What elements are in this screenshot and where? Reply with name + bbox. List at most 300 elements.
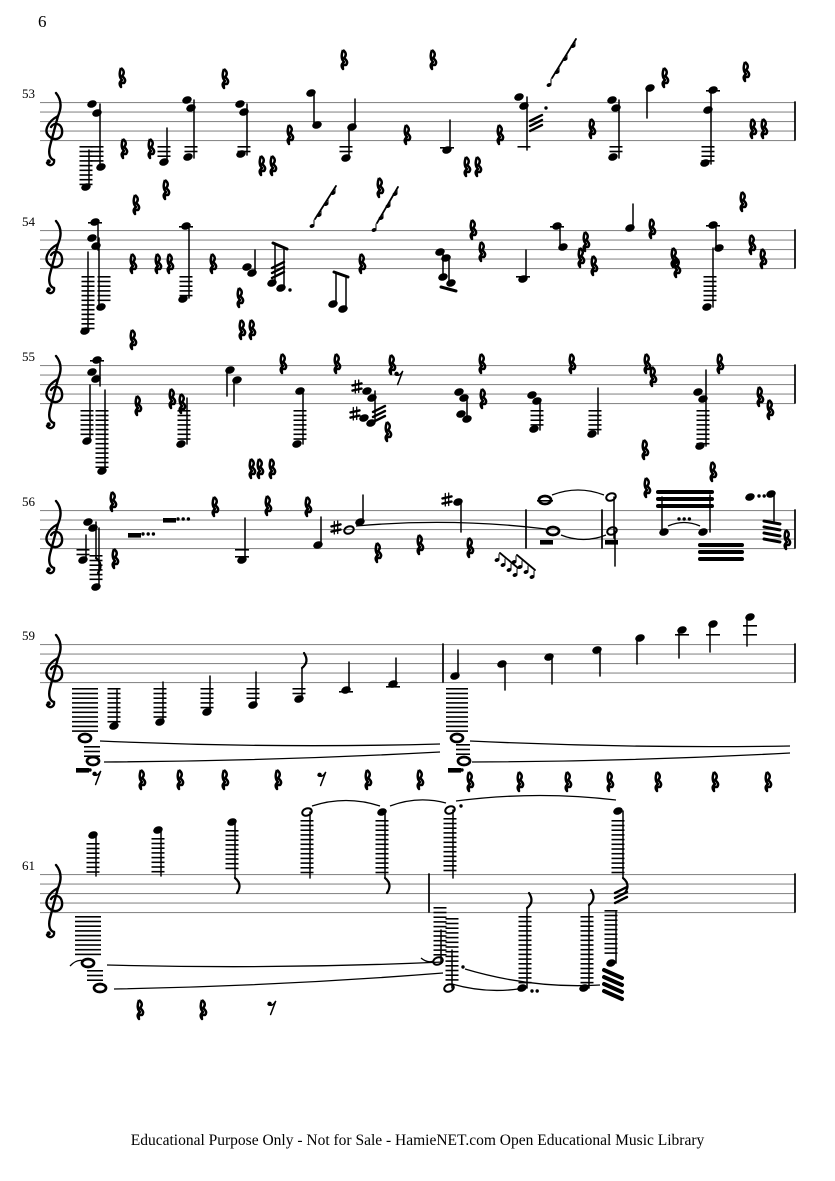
quarter-rest: [138, 1000, 143, 1019]
note-head: [644, 83, 656, 93]
quarter-rest: [250, 459, 255, 478]
note-head: [605, 958, 617, 968]
quarter-rest: [131, 254, 136, 273]
quarter-rest: [156, 254, 161, 273]
quarter-rest: [113, 549, 118, 568]
quarter-rest: [471, 220, 476, 239]
quarter-rest: [386, 422, 391, 441]
note-head: [91, 108, 103, 118]
note-head: [441, 145, 453, 155]
measure-number: 61: [22, 858, 35, 873]
ledger-lines: [75, 916, 101, 955]
staff-line: [40, 230, 795, 231]
ledger-line: [706, 225, 720, 227]
note-head: [158, 157, 170, 167]
tie: [421, 958, 434, 962]
note-head: [201, 707, 213, 717]
augmentation-dots: [141, 532, 155, 535]
note-head: [231, 375, 243, 385]
quarter-rest: [751, 119, 756, 138]
quarter-rest: [570, 354, 575, 373]
tie: [100, 741, 440, 746]
ledger-lines: [610, 146, 623, 152]
tie: [456, 795, 616, 801]
treble-clef-icon: [46, 93, 62, 165]
quarter-rest: [785, 530, 790, 549]
system-61: [40, 795, 795, 1019]
augmentation-dots: [677, 517, 691, 520]
note-head: [79, 326, 91, 336]
augmentation-dots: [460, 768, 463, 771]
beam: [658, 492, 712, 506]
ledger-line: [537, 500, 553, 502]
ledger-line: [179, 226, 193, 228]
augmentation-dots: [530, 989, 539, 992]
augmentation-dots: [88, 768, 91, 771]
staff-line: [40, 874, 795, 875]
note-head: [445, 278, 457, 288]
quarter-rest: [651, 367, 656, 386]
ledger-lines: [444, 818, 457, 871]
sharp-accidental: [332, 521, 341, 534]
note-head: [517, 274, 529, 284]
ledger-lines: [376, 820, 389, 873]
system-55: [40, 354, 795, 481]
note-head: [337, 304, 349, 314]
quarter-rest: [164, 180, 169, 199]
note-flag: [527, 893, 531, 908]
ledger-line: [550, 226, 564, 228]
ledger-lines: [96, 410, 109, 468]
tremolo-slashes: [272, 262, 284, 278]
staff-line: [40, 903, 795, 904]
half-rest: [540, 540, 553, 545]
quarter-rest: [418, 770, 423, 789]
note-head: [578, 983, 590, 993]
staff-line: [40, 663, 795, 664]
whole-note: [458, 757, 470, 765]
staff-line: [40, 673, 795, 674]
quarter-rest: [342, 50, 347, 69]
note-head: [266, 278, 278, 288]
half-rest: [448, 768, 461, 773]
measure-number: 56: [22, 494, 35, 509]
tie: [107, 962, 443, 967]
staff-line: [40, 644, 795, 645]
quarter-rest: [134, 195, 139, 214]
note-head: [707, 619, 719, 629]
tie: [452, 984, 518, 990]
ledger-lines: [180, 276, 193, 296]
note-head: [247, 700, 259, 710]
half-note-head: [301, 807, 313, 817]
quarter-rest: [376, 543, 381, 562]
quarter-rest: [468, 538, 473, 557]
note-head: [327, 299, 339, 309]
ledger-lines: [91, 146, 104, 162]
note-head: [449, 671, 461, 681]
quarter-rest: [590, 119, 595, 138]
staff-line: [40, 384, 795, 385]
tie: [472, 753, 790, 762]
augmentation-dots: [757, 494, 766, 497]
quarter-rest: [390, 355, 395, 374]
staff-line: [40, 121, 795, 122]
note-head: [624, 223, 636, 233]
note-head: [86, 99, 98, 109]
quarter-rest: [223, 69, 228, 88]
system-59: [40, 612, 795, 791]
quarter-rest: [566, 772, 571, 791]
tie: [465, 969, 600, 986]
tremolo-slashes: [615, 887, 627, 903]
staff-line: [40, 240, 795, 241]
ledger-lines: [87, 843, 100, 873]
quarter-rest: [405, 125, 410, 144]
ledger-line: [235, 556, 249, 558]
note-head: [744, 612, 756, 622]
note-head: [612, 806, 624, 816]
quarter-rest: [741, 192, 746, 211]
ledger-lines: [702, 146, 715, 162]
ledger-line: [235, 549, 249, 551]
system-56: [40, 478, 795, 592]
quarter-rest: [140, 770, 145, 789]
system-54: [40, 186, 795, 349]
note-flag: [235, 878, 239, 893]
half-rest: [128, 533, 141, 538]
quarter-rest: [260, 156, 265, 175]
sharp-accidental: [351, 407, 360, 420]
ledger-line: [386, 686, 400, 688]
ledger-line: [706, 90, 720, 92]
quarter-rest: [211, 254, 216, 273]
note-head: [234, 99, 246, 109]
quarter-rest: [168, 254, 173, 273]
note-head: [80, 182, 92, 192]
note-head: [87, 830, 99, 840]
ledger-line: [90, 360, 104, 362]
note-head: [676, 625, 688, 635]
quarter-rest: [258, 459, 263, 478]
note-head: [95, 162, 107, 172]
mini-beam: [441, 287, 456, 291]
note-head: [607, 152, 619, 162]
whole-note: [451, 734, 463, 742]
note-head: [86, 233, 98, 243]
note-head: [765, 489, 777, 499]
note-head: [95, 302, 107, 312]
augmentation-dots: [288, 288, 291, 291]
measure-number: 54: [22, 214, 35, 229]
note-head: [293, 694, 305, 704]
staff-line: [40, 102, 795, 103]
quarter-rest: [131, 330, 136, 349]
eighth-rest: [267, 1001, 275, 1014]
staff-line: [40, 884, 795, 885]
treble-clef-icon: [46, 221, 62, 293]
quarter-rest: [608, 772, 613, 791]
quarter-rest: [335, 354, 340, 373]
quarter-rest: [762, 119, 767, 138]
measure-number: 59: [22, 628, 35, 643]
note-head: [90, 582, 102, 592]
ledger-lines: [108, 688, 121, 723]
quarter-rest: [266, 496, 271, 515]
note-head: [701, 302, 713, 312]
note-head: [452, 497, 464, 507]
eighth-rest: [317, 772, 325, 785]
note-head: [699, 158, 711, 168]
quarter-rest: [223, 770, 228, 789]
note-head: [543, 652, 555, 662]
ledger-lines: [581, 916, 594, 983]
quarter-rest: [418, 535, 423, 554]
quarter-rest: [643, 440, 648, 459]
grace-note-run: [546, 39, 576, 88]
staff-line: [40, 365, 795, 366]
measure-number: 53: [22, 86, 35, 101]
tie: [668, 523, 700, 527]
treble-clef-icon: [46, 501, 62, 573]
note-head: [496, 659, 508, 669]
ledger-lines: [456, 744, 470, 755]
note-head: [154, 717, 166, 727]
quarter-rest: [761, 249, 766, 268]
whole-note: [547, 527, 559, 535]
note-head: [437, 272, 449, 282]
beam: [604, 970, 622, 999]
quarter-rest: [656, 772, 661, 791]
beam: [700, 545, 742, 559]
ledger-lines: [81, 410, 94, 435]
tie: [104, 752, 440, 762]
tie: [470, 741, 790, 747]
staff-line: [40, 131, 795, 132]
ledger-lines: [531, 410, 544, 426]
ledger-lines: [87, 970, 103, 981]
staff-line: [40, 912, 795, 913]
quarter-rest: [306, 497, 311, 516]
ledger-line: [88, 222, 102, 224]
ledger-lines: [247, 688, 260, 699]
note-head: [81, 436, 93, 446]
quarter-rest: [650, 219, 655, 238]
quarter-rest: [281, 354, 286, 373]
quarter-rest: [718, 354, 723, 373]
note-head: [238, 107, 250, 117]
quarter-rest: [711, 462, 716, 481]
ledger-line: [706, 634, 720, 636]
staff-line: [40, 520, 795, 521]
ledger-lines: [704, 276, 717, 301]
quarter-rest: [480, 242, 485, 261]
ledger-lines: [519, 916, 532, 983]
tie: [390, 800, 446, 806]
note-head: [634, 633, 646, 643]
staff-line: [40, 529, 795, 530]
quarter-rest: [360, 254, 365, 273]
quarter-rest: [201, 1000, 206, 1019]
quarter-rest: [170, 389, 175, 408]
note-head: [376, 807, 388, 817]
quarter-rest: [240, 320, 245, 339]
ledger-lines: [518, 146, 531, 148]
note-head: [181, 95, 193, 105]
eighth-rest: [394, 371, 402, 384]
note-head: [340, 153, 352, 163]
quarter-rest: [431, 50, 436, 69]
quarter-rest: [271, 156, 276, 175]
staff-line: [40, 682, 795, 683]
ledger-lines: [72, 688, 98, 732]
quarter-rest: [592, 256, 597, 275]
quarter-rest: [288, 125, 293, 144]
quarter-rest: [378, 178, 383, 197]
half-rest: [163, 518, 176, 523]
ledger-lines: [152, 838, 165, 873]
note-head: [744, 492, 756, 502]
ledger-lines: [77, 549, 90, 555]
ledger-line: [339, 691, 353, 693]
note-head: [226, 817, 238, 827]
measure-number: 55: [22, 349, 35, 364]
tie: [356, 522, 546, 529]
quarter-rest: [481, 389, 486, 408]
half-rest: [76, 768, 89, 773]
note-flag: [623, 878, 627, 893]
note-head: [305, 88, 317, 98]
ledger-lines: [226, 830, 239, 869]
note-head: [224, 365, 236, 375]
note-head: [77, 555, 89, 565]
ledger-lines: [446, 688, 468, 732]
half-note-head: [444, 805, 456, 815]
tie: [114, 973, 443, 989]
note-head: [606, 95, 618, 105]
note-head: [713, 243, 725, 253]
eighth-rest: [92, 771, 100, 784]
ledger-lines: [293, 688, 306, 694]
treble-clef-icon: [46, 356, 62, 428]
staff-line: [40, 259, 795, 260]
ledger-lines: [154, 688, 167, 718]
tie: [312, 801, 380, 807]
quarter-rest: [584, 232, 589, 251]
system-53: [40, 39, 795, 199]
quarter-rest: [518, 772, 523, 791]
quarter-rest: [645, 354, 650, 373]
note-flag: [302, 653, 306, 668]
quarter-rest: [579, 248, 584, 267]
ledger-lines: [294, 410, 307, 440]
staff-line: [40, 375, 795, 376]
quarter-rest: [366, 770, 371, 789]
grace-note-run: [371, 187, 398, 233]
page-number: 6: [38, 12, 47, 31]
quarter-rest: [480, 354, 485, 373]
staff-line: [40, 394, 795, 395]
whole-note: [79, 734, 91, 742]
ledger-lines: [589, 410, 602, 430]
augmentation-dots: [459, 804, 462, 807]
note-head: [152, 825, 164, 835]
quarter-rest: [250, 320, 255, 339]
ledger-line: [516, 276, 530, 278]
footer-credit: Educational Purpose Only - Not for Sale - HamieNET.com Open Educational Music Library: [130, 1132, 705, 1149]
ledger-lines: [697, 410, 710, 445]
tremolo-slashes: [530, 115, 542, 131]
ledger-line: [743, 625, 757, 627]
whole-note: [87, 757, 99, 765]
quarter-rest: [238, 288, 243, 307]
note-head: [557, 242, 569, 252]
quarter-rest: [213, 497, 218, 516]
quarter-rest: [750, 235, 755, 254]
note-head: [697, 527, 709, 537]
ledger-lines: [201, 688, 214, 708]
note-head: [702, 105, 714, 115]
note-flag: [385, 878, 389, 893]
quarter-rest: [122, 139, 127, 158]
staff-line: [40, 112, 795, 113]
note-head: [586, 429, 598, 439]
quarter-rest: [465, 157, 470, 176]
staff-line: [40, 403, 795, 404]
ledger-lines: [340, 146, 353, 152]
note-head: [513, 92, 525, 102]
note-head: [516, 983, 528, 993]
ledger-line: [675, 634, 689, 636]
staff-line: [40, 893, 795, 894]
quarter-rest: [744, 62, 749, 81]
ledger-lines: [84, 746, 100, 757]
note-head: [658, 527, 670, 537]
half-note-head: [605, 492, 617, 502]
quarter-rest: [178, 770, 183, 789]
staff-line: [40, 268, 795, 269]
quarter-rest: [498, 125, 503, 144]
ledger-line: [743, 634, 757, 636]
ledger-line: [440, 147, 454, 149]
ledger-lines: [158, 146, 171, 157]
treble-clef-icon: [46, 635, 62, 707]
note-head: [340, 685, 352, 695]
quarter-rest: [468, 772, 473, 791]
quarter-rest: [645, 478, 650, 497]
ledger-lines: [80, 146, 93, 185]
note-head: [182, 152, 194, 162]
quarter-rest: [120, 68, 125, 87]
half-rest: [605, 540, 618, 545]
grace-note-run: [309, 186, 336, 229]
quarter-rest: [766, 772, 771, 791]
grace-note-run: [494, 553, 518, 578]
tie: [552, 490, 604, 495]
sharp-accidental: [443, 493, 452, 506]
half-note-head: [606, 526, 618, 536]
quarter-rest: [111, 492, 116, 511]
note-head: [175, 439, 187, 449]
quarter-rest: [276, 770, 281, 789]
ledger-lines: [185, 146, 198, 152]
ledger-lines: [434, 907, 447, 956]
whole-note: [82, 959, 94, 967]
note-head: [235, 149, 247, 159]
quarter-rest: [270, 459, 275, 478]
staff-line: [40, 510, 795, 511]
note-head: [694, 441, 706, 451]
